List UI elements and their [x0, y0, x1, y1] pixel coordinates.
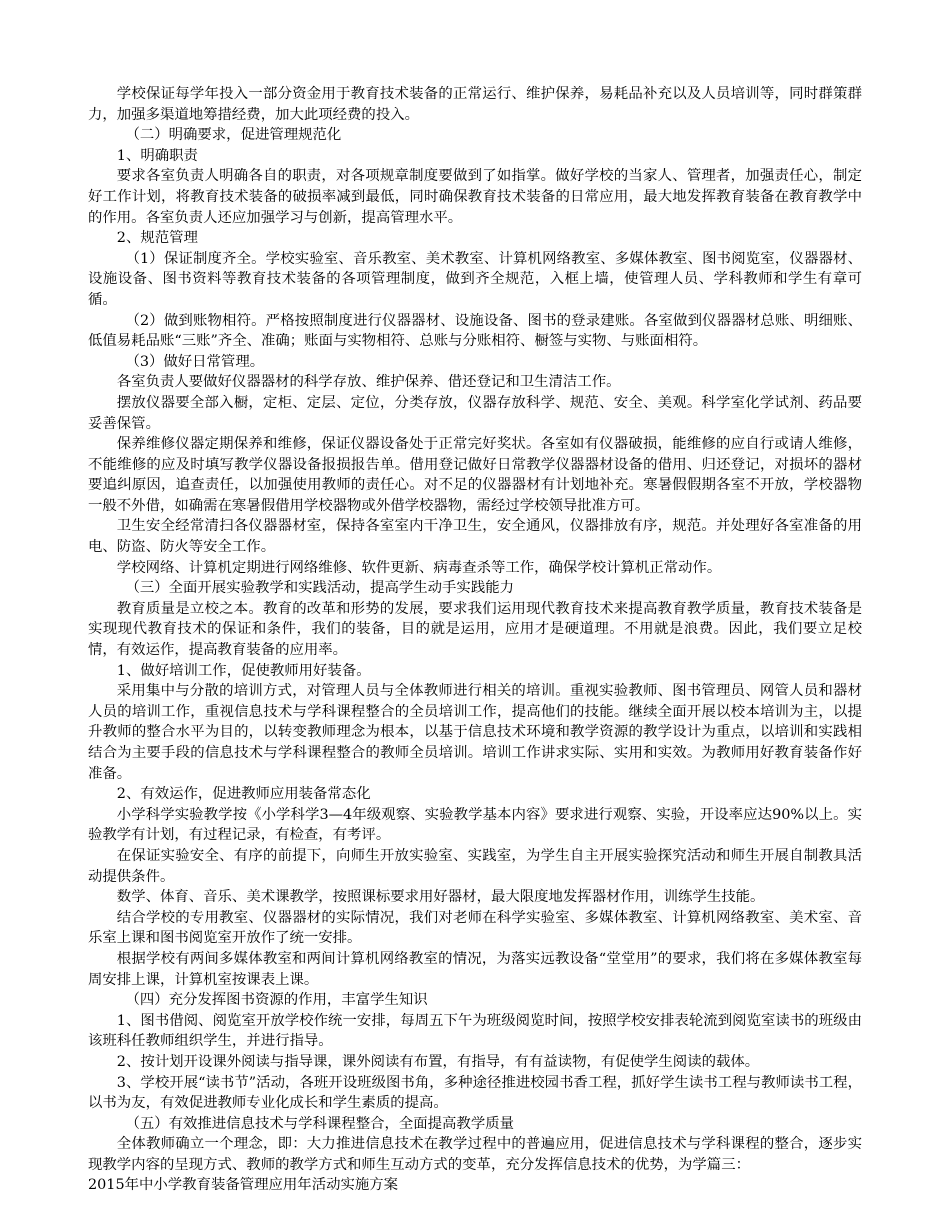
paragraph-storage-care: 各室负责人要做好仪器器材的科学存放、维护保养、借还登记和卫生清洁工作。: [116, 374, 621, 391]
paragraph-science-experiments: 小学科学实验教学按《小学科学3—4年级观察、实验教学基本内容》要求进行观察、实验，开设率应达90%以上。实验教学有计划，有过程记录，有检查，有考评。: [88, 806, 862, 844]
paragraph-network: 学校网络、计算机定期进行网络维修、软件更新、病毒查杀等工作，确保学校计算机正常动作。: [116, 559, 722, 576]
subheading-clarify-duties: 1、明确职责: [116, 147, 198, 164]
document-page: [88, 84, 862, 1196]
paragraph-library-borrowing: 1、图书借阅、阅览室开放学校作统一安排，每周五下午为班级阅览时间，按照学校安排表轮流到阅览室读书的班级由该班科任教师组织学生，并进行指导。: [88, 1012, 862, 1050]
subheading-standard-management: 2、规范管理: [116, 230, 198, 247]
paragraph-education-quality: 教育质量是立校之本。教育的改革和形势的发展，要求我们运用现代教育技术来提高教育教学质量，教育技术装备是实现现代教育技术的保证和条件，我们的装备，目的就是运用，应用才是硬道理。不用就是浪费。因此，我们要立足校情，有效运作，提高教育装备的应用率。: [88, 600, 862, 659]
section-heading-4: （四）充分发挥图书资源的作用，丰富学生知识: [125, 992, 428, 1009]
paragraph-daily-management: （3）做好日常管理。: [125, 353, 265, 370]
paragraph-hygiene-safety: 卫生安全经常清扫各仪器器材室，保持各室室内干净卫生，安全通风，仪器排放有序，规范。并处理好各室准备的用电、防盗、防火等安全工作。: [88, 518, 862, 556]
paragraph-it-integration: 全体教师确立一个理念，即：大力推进信息技术在教学过程中的普遍应用，促进信息技术与学科课程的整合，逐步实现教学内容的呈现方式、教师的教学方式和师生互动方式的变革，充分发挥信息技术的优势，为学篇三：: [88, 1136, 862, 1173]
paragraph-open-labs: 在保证实验安全、有序的前提下，向师生开放实验室、实践室，为学生自主开展实验探究活动和师生开展自制教具活动提供条件。: [88, 847, 862, 885]
paragraph-training: 采用集中与分散的培训方式，对管理人员与全体教师进行相关的培训。重视实验教师、图书管理员、网管人员和器材人员的培训工作，重视信息技术与学科课程整合的全员培训工作，提高他们的技能。继续全面开展以校本培训为主，以提升教师的整合水平为目的，以转变教师理念为根本，以基于信息技术环境和教学资源的教学设计为重点，以培训和实践相结合为主要手段的信息技术与学科课程整合的教师全员培训。培训工作讲求实际、实用和实效。为教师用好教育装备作好准备。: [88, 683, 862, 782]
paragraph-account-match: （2）做到账物相符。严格按照制度进行仪器器材、设施设备、图书的登录建账。各室做到仪器器材总账、明细账、低值易耗品账“三账”齐全、准确；账面与实物相符、总账与分账相符、橱签与实物、与账面相符。: [88, 312, 862, 350]
paragraph-funding: 学校保证每学年投入一部分资金用于教育技术装备的正常运行、维护保养，易耗品补充以及人员培训等，同时群策群力，加强多渠道地筹措经费，加大此项经费的投入。: [88, 86, 862, 123]
paragraph-room-arrangement: 结合学校的专用教室、仪器器材的实际情况，我们对老师在科学实验室、多媒体教室、计算机网络教室、美术室、音乐室上课和图书阅览室开放作了统一安排。: [88, 909, 862, 947]
paragraph-multimedia-rooms: 根据学校有两间多媒体教室和两间计算机网络教室的情况，为落实远教设备“堂堂用”的要求，我们将在多媒体教室每周安排上课，计算机室按课表上课。: [88, 950, 862, 988]
paragraph-subject-equipment: 数学、体育、音乐、美术课教学，按照课标要求用好器材，最大限度地发挥器材作用，训练学生技能。: [116, 889, 765, 906]
paragraph-reading-festival: 3、学校开展“读书节”活动，各班开设班级图书角，多种途径推进校园书香工程，抓好学生读书工程与教师读书工程，以书为友，有效促进教师专业化成长和学生素质的提高。: [88, 1074, 862, 1112]
section-heading-3: （三）全面开展实验教学和实践活动，提高学生动手实践能力: [125, 580, 514, 597]
subheading-training: 1、做好培训工作，促使教师用好装备。: [116, 662, 371, 679]
subheading-effective-operation: 2、有效运作，促进教师应用装备常态化: [116, 786, 371, 803]
section-heading-2: （二）明确要求，促进管理规范化: [125, 127, 342, 144]
paragraph-reading-guidance: 2、按计划开设课外阅读与指导课，课外阅读有布置，有指导，有有益读物，有促使学生阅读的载体。: [116, 1053, 760, 1070]
paragraph-system-complete: （1）保证制度齐全。学校实验室、音乐教室、美术教室、计算机网络教室、多媒体教室、图书阅览室，仪器器材、设施设备、图书资料等教育技术装备的各项管理制度，做到齐全规范，入框上墙，使管理人员、学科教师和学生有章可循。: [88, 250, 862, 308]
paragraph-instrument-placement: 摆放仪器要全部入橱，定柜、定层、定位，分类存放，仪器存放科学、规范、安全、美观。科学室化学试剂、药品要妥善保管。: [88, 394, 862, 432]
paragraph-duties: 要求各室负责人明确各自的职责，对各项规章制度要做到了如指掌。做好学校的当家人、管理者，加强责任心，制定好工作计划，将教育技术装备的破损率减到最低，同时确保教育技术装备的日常应用，最大地发挥教育装备在教育教学中的作用。各室负责人还应加强学习与创新，提高管理水平。: [88, 168, 862, 226]
paragraph-maintenance: 保养维修仪器定期保养和维修，保证仪器设备处于正常完好奖状。各室如有仪器破损，能维修的应自行或请人维修，不能维修的应及时填写教学仪器设备报损报告单。借用登记做好日常教学仪器器材设备的借用、归还登记，对损坏的器材要追纠原因，追查责任，以加强使用教师的责任心。对不足的仪器器材有计划地补充。寒暑假假期各室不开放，学校器物一般不外借，如确需在寒暑假借用学校器物或外借学校器物，需经过学校领导批准方可。: [88, 436, 862, 514]
section-heading-5: （五）有效推进信息技术与学科课程整合，全面提高教学质量: [125, 1115, 514, 1132]
document-title-line: 2015年中小学教育装备管理应用年活动实施方案: [88, 1177, 399, 1194]
